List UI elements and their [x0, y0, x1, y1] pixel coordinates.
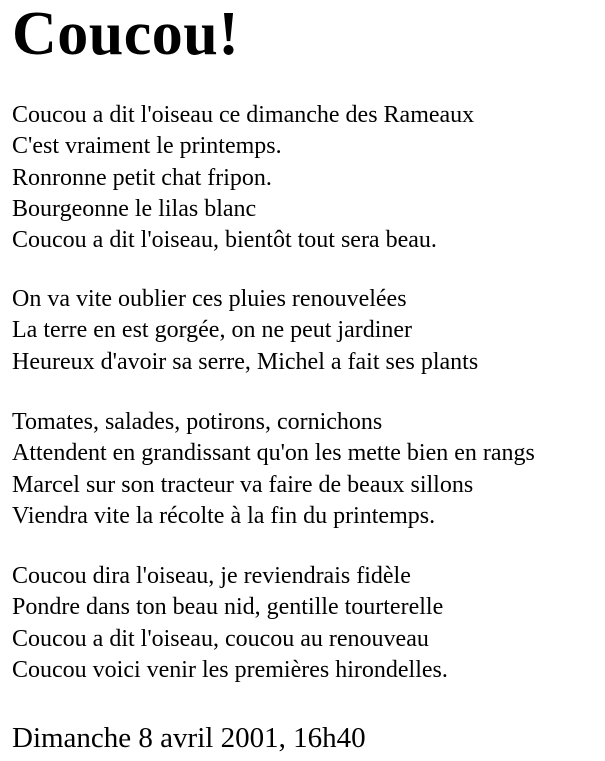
stanza-3-line-1: Tomates, salades, potirons, cornichons: [12, 409, 383, 435]
poem-date: Dimanche 8 avril 2001, 16h40: [12, 722, 366, 754]
stanza-3-line-3: Marcel sur son tracteur va faire de beaux sillons: [12, 471, 474, 498]
stanza-3: [12, 407, 535, 532]
stanza-4-line-2: Pondre dans ton beau nid, gentille tourterelle: [12, 594, 444, 621]
stanza-3-line-4: Viendra vite la récolte à la fin du printemps.: [12, 502, 436, 529]
stanza-1-line-4: Bourgeonne le lilas blanc: [12, 195, 257, 222]
stanza-2-line-3: Heureux d'avoir sa serre, Michel a fait ses plants: [12, 348, 479, 375]
stanza-1-line-2: C'est vraiment le printemps.: [12, 133, 282, 160]
stanza-1-line-3: Ronronne petit chat fripon.: [12, 164, 272, 191]
stanza-4-line-3: Coucou a dit l'oiseau, coucou au renouveau: [12, 625, 429, 652]
stanza-2: [12, 284, 478, 378]
stanza-2-line-1: On va vite oublier ces pluies renouvelées: [12, 286, 407, 312]
stanza-3-line-2: Attendent en grandissant qu'on les mette bien en rangs: [12, 440, 535, 467]
stanza-4-line-1: Coucou dira l'oiseau, je reviendrais fidèle: [12, 563, 411, 589]
stanza-1-line-1: Coucou a dit l'oiseau ce dimanche des Rameaux: [12, 102, 475, 128]
stanza-1: [12, 100, 474, 256]
stanza-4-line-4: Coucou voici venir les premières hirondelles.: [12, 656, 448, 683]
poem-title: Coucou!: [12, 0, 240, 68]
stanza-2-line-2: La terre en est gorgée, on ne peut jardiner: [12, 317, 413, 344]
stanza-1-line-5: Coucou a dit l'oiseau, bientôt tout sera beau.: [12, 227, 437, 254]
stanza-4: [12, 561, 448, 686]
